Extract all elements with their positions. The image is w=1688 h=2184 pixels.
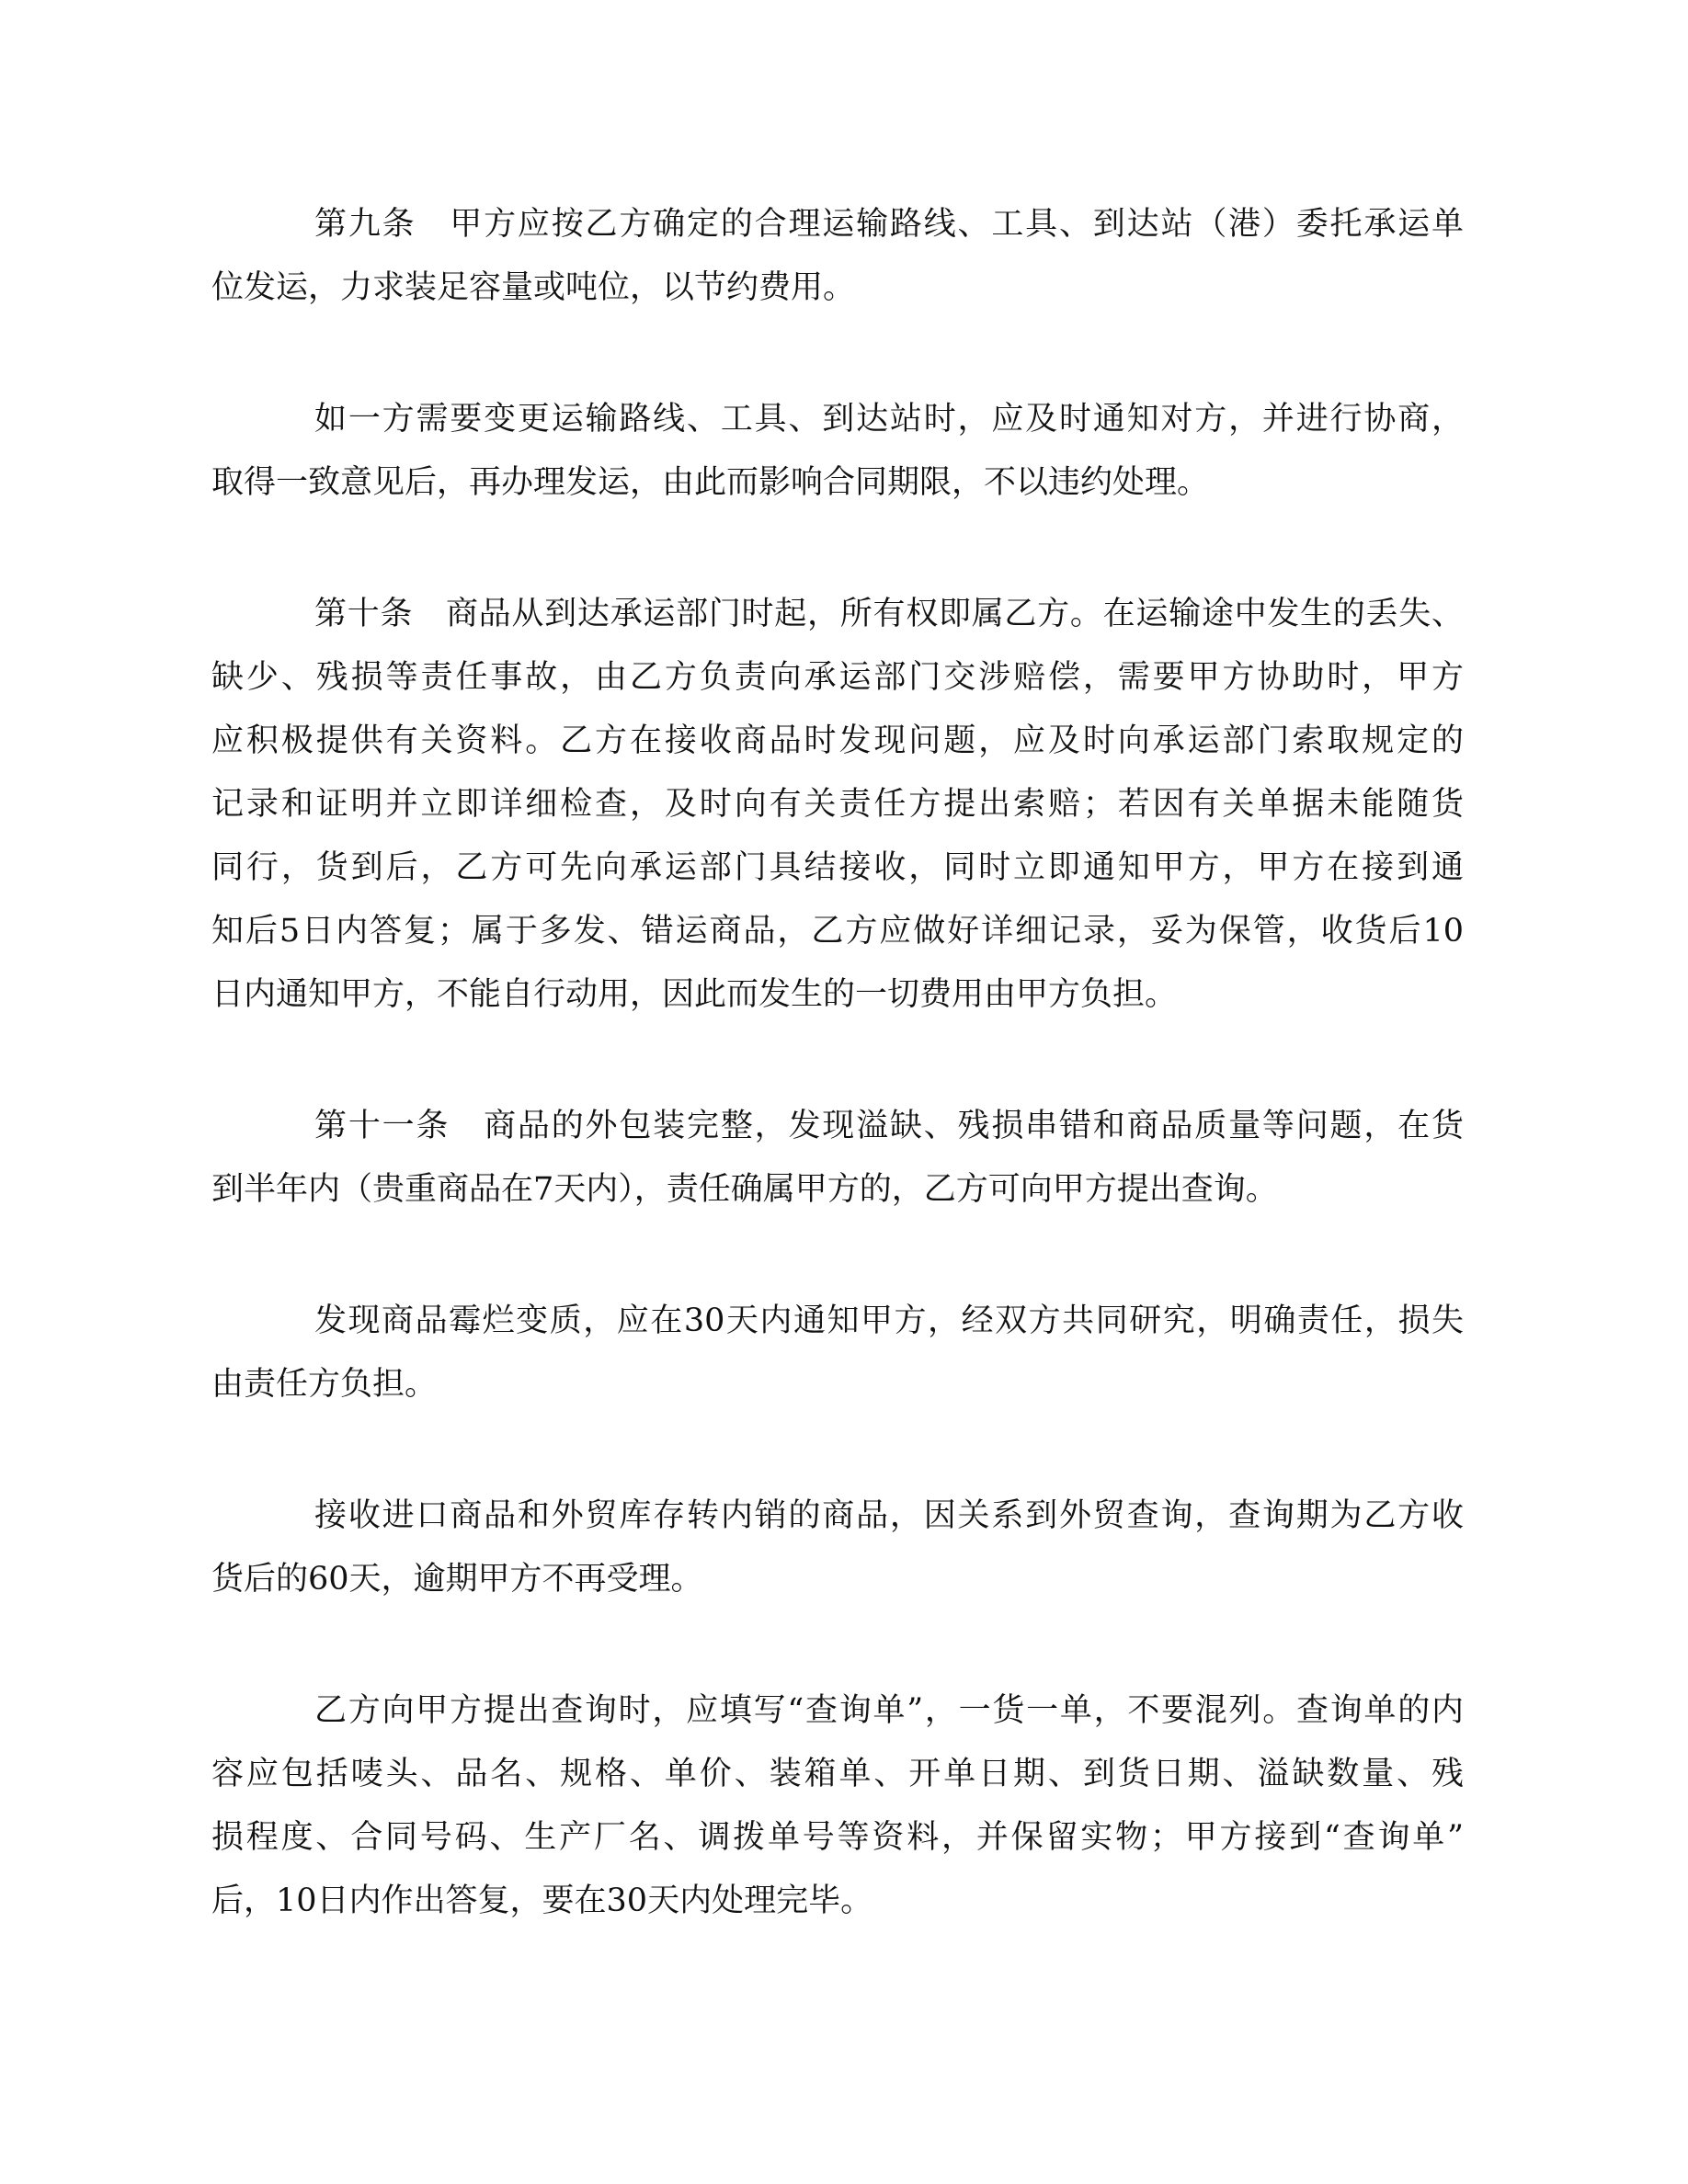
- text-line: 到半年内（贵重商品在7天内），责任确属甲方的，乙方可向甲方提出查询。: [211, 1171, 1278, 1208]
- text-line: 货后的60天，逾期甲方不再受理。: [211, 1561, 703, 1598]
- text-line: 第十一条 商品的外包装完整，发现溢缺、残损串错和商品质量等问题，在货: [314, 1108, 1464, 1144]
- text-line: 发现商品霉烂变质，应在30天内通知甲方，经双方共同研究，明确责任，损失: [314, 1302, 1464, 1339]
- paragraph-route-change: [211, 388, 1464, 515]
- paragraph-import-goods: [211, 1484, 1464, 1611]
- text-line: 第十条 商品从到达承运部门时起，所有权即属乙方。在运输途中发生的丢失、: [314, 596, 1464, 632]
- paragraph-article-11: [211, 1095, 1464, 1222]
- text-line: 损程度、合同号码、生产厂名、调拨单号等资料，并保留实物；甲方接到“查询单”: [211, 1819, 1464, 1856]
- text-line: 第九条 甲方应按乙方确定的合理运输路线、工具、到达站（港）委托承运单: [314, 206, 1464, 243]
- text-line: 后，10日内作出答复，要在30天内处理完毕。: [211, 1883, 873, 1919]
- text-line: 乙方向甲方提出查询时，应填写“查询单”，一货一单，不要混列。查询单的内: [314, 1692, 1464, 1729]
- paragraph-article-9: [211, 193, 1464, 320]
- text-line: 记录和证明并立即详细检查，及时向有关责任方提出索赔；若因有关单据未能随货: [211, 786, 1464, 823]
- text-line: 知后5日内答复；属于多发、错运商品，乙方应做好详细记录，妥为保管，收货后10: [211, 913, 1464, 950]
- paragraph-article-10: [211, 583, 1464, 1027]
- text-line: 位发运，力求装足容量或吨位，以节约费用。: [211, 269, 856, 306]
- text-line: 接收进口商品和外贸库存转内销的商品，因关系到外贸查询，查询期为乙方收: [314, 1497, 1464, 1534]
- text-line: 由责任方负担。: [211, 1366, 438, 1403]
- text-line: 应积极提供有关资料。乙方在接收商品时发现问题，应及时向承运部门索取规定的: [211, 722, 1464, 759]
- text-line: 容应包括唛头、品名、规格、单价、装箱单、开单日期、到货日期、溢缺数量、残: [211, 1756, 1464, 1792]
- text-line: 同行，货到后，乙方可先向承运部门具结接收，同时立即通知甲方，甲方在接到通: [211, 849, 1464, 886]
- text-line: 如一方需要变更运输路线、工具、到达站时，应及时通知对方，并进行协商，: [314, 401, 1464, 438]
- document-body: [211, 193, 1464, 2001]
- text-line: 取得一致意见后，再办理发运，由此而影响合同期限，不以违约处理。: [211, 464, 1210, 501]
- paragraph-inquiry-form: [211, 1679, 1464, 1933]
- paragraph-spoilage: [211, 1290, 1464, 1416]
- text-line: 缺少、残损等责任事故，由乙方负责向承运部门交涉赔偿，需要甲方协助时，甲方: [211, 659, 1464, 696]
- text-line: 日内通知甲方，不能自行动用，因此而发生的一切费用由甲方负担。: [211, 976, 1178, 1013]
